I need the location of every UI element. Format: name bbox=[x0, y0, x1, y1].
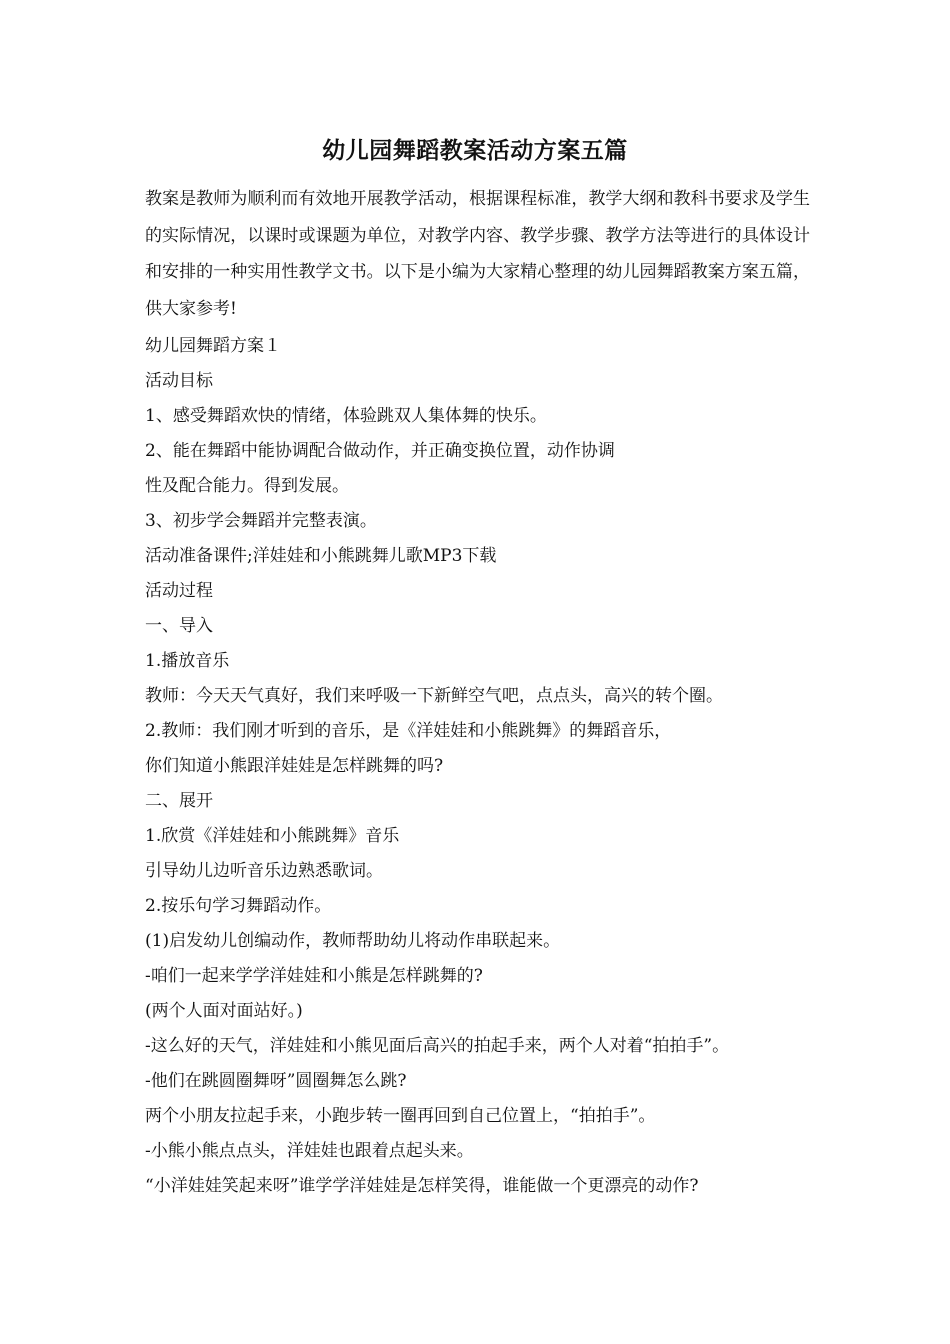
text-line: -咱们一起来学学洋娃娃和小熊是怎样跳舞的? bbox=[145, 966, 483, 986]
subheading: 活动过程 bbox=[145, 581, 213, 601]
text-line: 3、初步学会舞蹈并完整表演。 bbox=[145, 511, 377, 531]
text-line: 活动准备课件;洋娃娃和小熊跳舞儿歌MP3下载 bbox=[145, 546, 497, 566]
document-title: 幼儿园舞蹈教案活动方案五篇 bbox=[322, 137, 628, 164]
text-line: 教师：今天天气真好，我们来呼吸一下新鲜空气吧，点点头，高兴的转个圈。 bbox=[145, 686, 723, 706]
text-line: 你们知道小熊跟洋娃娃是怎样跳舞的吗? bbox=[145, 756, 444, 776]
text-line: 2、能在舞蹈中能协调配合做动作，并正确变换位置，动作协调 bbox=[145, 441, 615, 461]
text-line: (两个人面对面站好。) bbox=[145, 1001, 303, 1021]
text-line: 1.播放音乐 bbox=[145, 651, 230, 671]
text-line: (1)启发幼儿创编动作，教师帮助幼儿将动作串联起来。 bbox=[145, 931, 561, 951]
text-line: 1、感受舞蹈欢快的情绪，体验跳双人集体舞的快乐。 bbox=[145, 406, 547, 426]
subheading: 一、导入 bbox=[145, 616, 213, 636]
section-heading: 幼儿园舞蹈方案１ bbox=[145, 336, 281, 356]
text-line: 1.欣赏《洋娃娃和小熊跳舞》音乐 bbox=[145, 826, 400, 846]
subheading: 活动目标 bbox=[145, 371, 213, 391]
text-line: 性及配合能力。得到发展。 bbox=[145, 476, 349, 496]
text-line: “小洋娃娃笑起来呀”谁学学洋娃娃是怎样笑得，谁能做一个更漂亮的动作? bbox=[145, 1176, 699, 1196]
text-line: -这么好的天气，洋娃娃和小熊见面后高兴的拍起手来，两个人对着“拍拍手”。 bbox=[145, 1036, 730, 1056]
intro-paragraph: 教案是教师为顺利而有效地开展教学活动，根据课程标准，教学大纲和教科书要求及学生的实际情况，以课时或课题为单位，对教学内容、教学步骤、教学方法等进行的具体设计和安排的一种实用性教学文书。以下是小编为大家精心整理的幼儿园舞蹈教案方案五篇，供大家参考! bbox=[145, 189, 810, 319]
subheading: 二、展开 bbox=[145, 791, 213, 811]
text-line: 2.按乐句学习舞蹈动作。 bbox=[145, 896, 332, 916]
document-body bbox=[145, 329, 835, 1204]
text-line: -他们在跳圆圈舞呀”圆圈舞怎么跳? bbox=[145, 1071, 407, 1091]
text-line: 两个小朋友拉起手来，小跑步转一圈再回到自己位置上，“拍拍手”。 bbox=[145, 1106, 656, 1126]
text-line: 引导幼儿边听音乐边熟悉歌词。 bbox=[145, 861, 383, 881]
text-line: -小熊小熊点点头，洋娃娃也跟着点起头来。 bbox=[145, 1141, 474, 1161]
text-line: 2.教师：我们刚才听到的音乐，是《洋娃娃和小熊跳舞》的舞蹈音乐， bbox=[145, 721, 672, 741]
